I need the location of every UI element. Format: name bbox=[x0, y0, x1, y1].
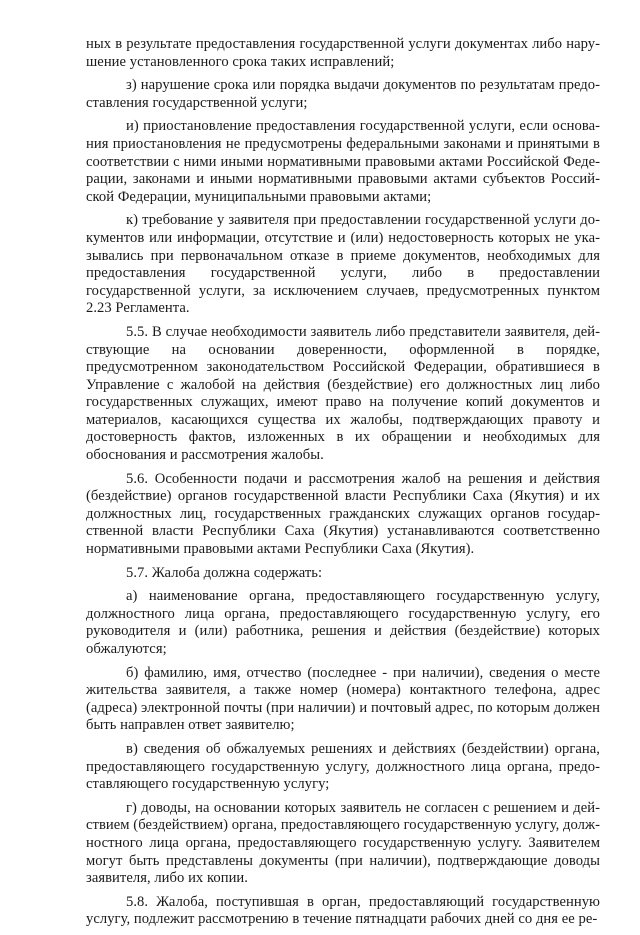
paragraph-item-z: з) нарушение срока или порядка выдачи документов по результатам предоставления государственной услуги; bbox=[86, 77, 600, 111]
paragraph-item-i: и) приостановление предоставления государственной услуги, если основания приостановления не предусмотрены федеральными законами и принятыми в соответствии с ними иными нормативными правовыми актами Российской Федерации, законами и иными нормативными правовыми актами субъектов Российской Федерации, муниципальными правовыми актами; bbox=[86, 118, 600, 205]
paragraph-item-v: в) сведения об обжалуемых решениях и действиях (бездействии) органа, предоставляющего государственную услугу, должностного лица органа, предоставляющего государственную услугу; bbox=[86, 740, 600, 793]
paragraph-item-g: г) доводы, на основании которых заявитель не согласен с решением и действием (бездействием) органа, предоставляющего государственную услугу, должностного лица органа, предоставляющего государственную услугу. Заявителем могут быть представлены документы (при наличии), подтверждающие доводы заявителя, либо их копии. bbox=[86, 799, 600, 887]
paragraph-continuation: ных в результате предоставления государственной услуги документах либо нарушение установленного срока таких исправлений; bbox=[86, 36, 600, 70]
paragraph-5-6: 5.6. Особенности подачи и рассмотрения жалоб на решения и действия (бездействие) органов государственной власти Республики Саха (Якутия) и их должностных лиц, государственных гражданских служащих органов государственной власти Республики Саха (Якутия) устанавливаются соответственно нормативными правовыми актами Республики Саха (Якутия). bbox=[86, 470, 600, 558]
paragraph-5-8: 5.8. Жалоба, поступившая в орган, предоставляющий государственную услугу, подлежит рассмотрению в течение пятнадцати рабочих дней со дня ее ре- bbox=[86, 893, 600, 928]
paragraph-item-k: к) требование у заявителя при предоставлении государственной услуги документов или информации, отсутствие и (или) недостоверность которых не указывались при первоначальном отказе в приеме документов, необходимых для предоставления государственной услуги, либо в предоставлении государственной услуги, за исключением случаев, предусмотренных пунктом 2.23 Регламента. bbox=[86, 212, 600, 317]
paragraph-item-b: б) фамилию, имя, отчество (последнее - при наличии), сведения о месте жительства заявителя, а также номер (номера) контактного телефона, адрес (адреса) электронной почты (при наличии) и почтовый адрес, по которым должен быть направлен ответ заявителю; bbox=[86, 664, 600, 734]
document-page bbox=[86, 36, 600, 935]
paragraph-5-7: 5.7. Жалоба должна содержать: bbox=[126, 564, 323, 581]
paragraph-item-a: а) наименование органа, предоставляющего государственную услугу, должностного лица органа, предоставляющего государственную услугу, его руководителя и (или) работника, решения и действия (бездействие) которых обжалуются; bbox=[86, 588, 600, 657]
paragraph-5-5: 5.5. В случае необходимости заявитель либо представители заявителя, действующие на основании доверенности, оформленной в порядке, предусмотренном законодательством Российской Федерации, обратившиеся в Управление с жалобой на действия (бездействие) его должностных лиц либо государственных служащих, имеют право на получение копий документов и материалов, касающихся существа их жалобы, подтверждающих правоту и достоверность фактов, изложенных в их обращении и необходимых для обоснования и рассмотрения жалобы. bbox=[86, 323, 600, 464]
